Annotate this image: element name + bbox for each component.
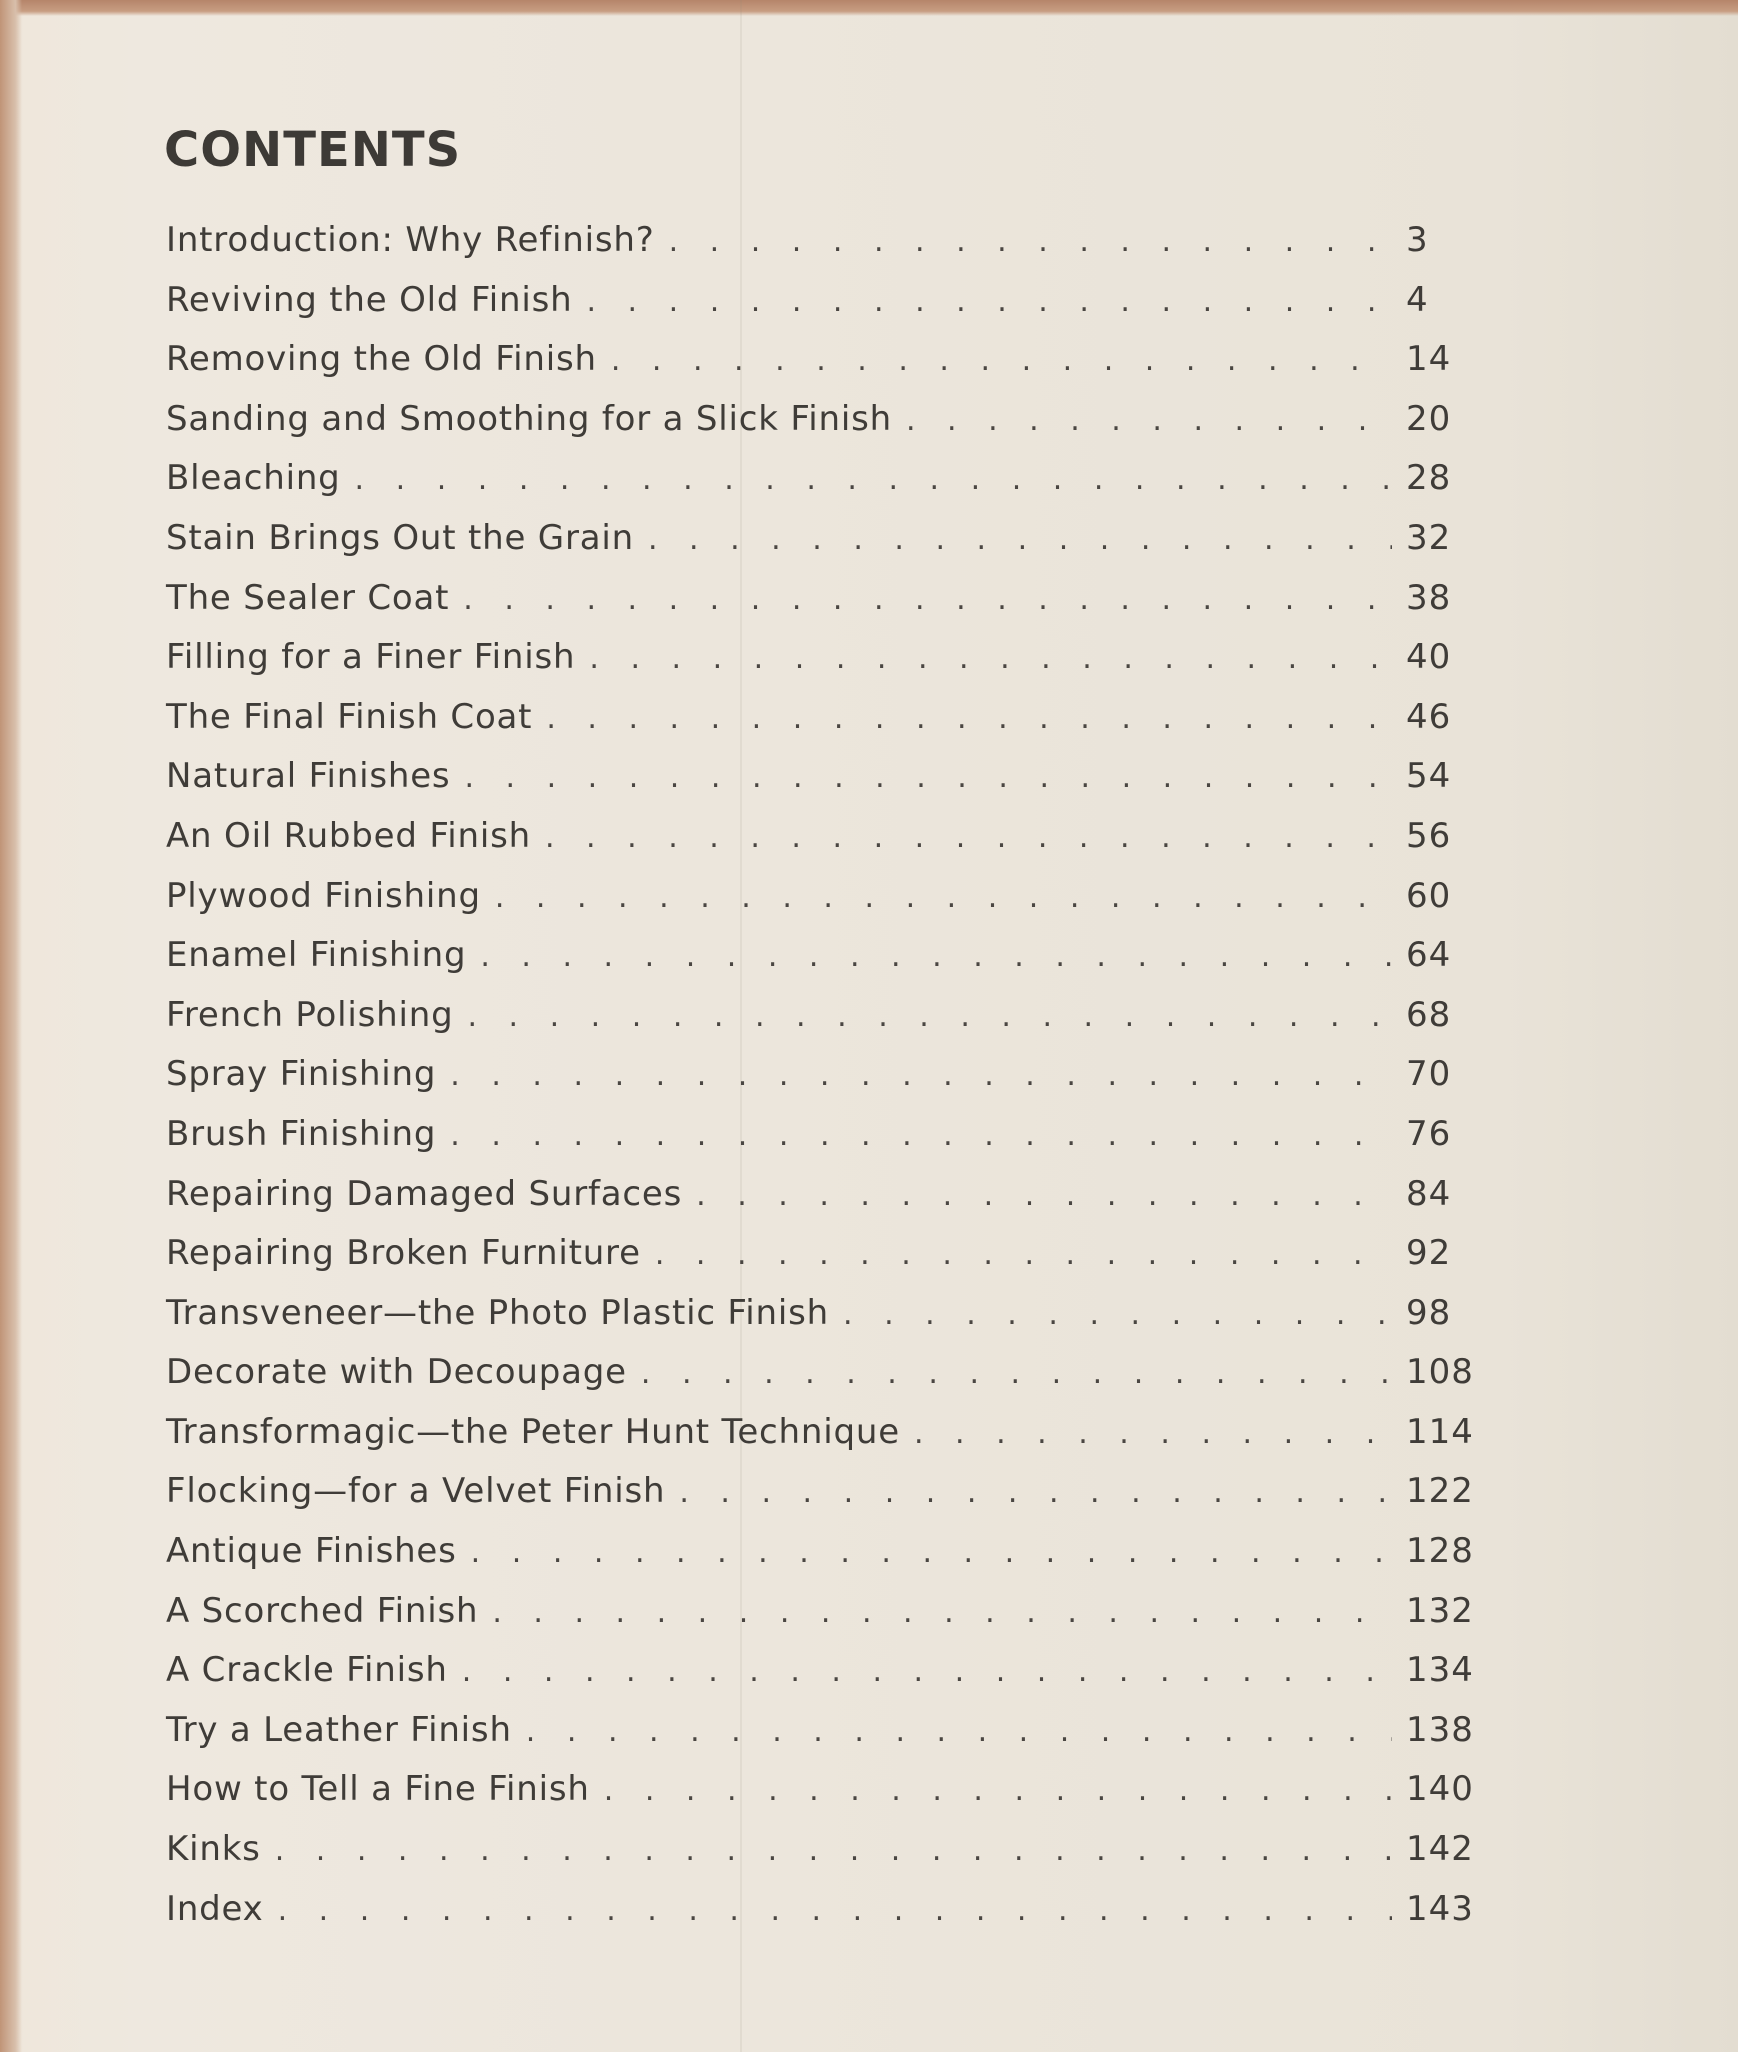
toc-page-number: 32 (1406, 517, 1452, 558)
toc-dot-leader (462, 1654, 1392, 1689)
toc-page-number: 56 (1406, 815, 1452, 856)
toc-entry-title: An Oil Rubbed Finish (166, 815, 531, 856)
toc-entry (166, 876, 1476, 936)
toc-dot-leader (906, 403, 1392, 438)
toc-page-number: 68 (1406, 994, 1452, 1035)
toc-entry-title: French Polishing (166, 994, 454, 1035)
toc-entry (166, 816, 1476, 876)
toc-dot-leader (611, 343, 1392, 378)
toc-entry-title: A Crackle Finish (166, 1650, 448, 1691)
toc-page-number: 14 (1406, 339, 1452, 380)
toc-entry (166, 995, 1476, 1055)
toc-page-number: 138 (1406, 1709, 1474, 1750)
toc-entry (166, 1829, 1476, 1889)
toc-entry (166, 1591, 1476, 1651)
toc-page-number: 64 (1406, 935, 1452, 976)
toc-page-number: 28 (1406, 458, 1452, 499)
toc-entry (166, 518, 1476, 578)
toc-page-number: 46 (1406, 696, 1452, 737)
toc-entry (166, 1650, 1476, 1710)
toc-entry-title: Spray Finishing (166, 1054, 437, 1095)
toc-entry-title: Decorate with Decoupage (166, 1352, 627, 1393)
toc-page-number: 3 (1406, 220, 1429, 260)
toc-dot-leader (275, 1833, 1392, 1868)
cover-left-edge (0, 0, 22, 2052)
toc-entry (166, 1769, 1476, 1829)
toc-dot-leader (450, 1118, 1392, 1153)
toc-entry-title: Antique Finishes (166, 1531, 457, 1572)
toc-dot-leader (589, 641, 1392, 676)
toc-dot-leader (526, 1714, 1392, 1749)
toc-page-number: 38 (1406, 577, 1452, 618)
toc-entry-title: Plywood Finishing (166, 875, 481, 916)
toc-dot-leader (545, 820, 1392, 855)
toc-entry-title: Removing the Old Finish (166, 339, 597, 380)
toc-entry (166, 1352, 1476, 1412)
toc-entry-title: Enamel Finishing (166, 935, 467, 976)
toc-page-number: 114 (1406, 1411, 1474, 1452)
toc-page-number: 54 (1406, 756, 1452, 797)
toc-dot-leader (679, 1475, 1392, 1510)
toc-entry-title: Natural Finishes (166, 756, 451, 797)
toc-entry-title: Try a Leather Finish (166, 1709, 512, 1750)
toc-dot-leader (471, 1535, 1392, 1570)
toc-entry (166, 1889, 1476, 1949)
toc-entry (166, 220, 1476, 280)
toc-page-number: 40 (1406, 637, 1452, 678)
toc-page-number: 134 (1406, 1650, 1474, 1691)
toc-page-number: 122 (1406, 1471, 1474, 1512)
toc-entry (166, 756, 1476, 816)
toc-dot-leader (604, 1773, 1392, 1808)
toc-entry-title: Kinks (166, 1829, 261, 1870)
toc-dot-leader (648, 522, 1392, 557)
toc-dot-leader (278, 1893, 1392, 1928)
toc-entry (166, 1114, 1476, 1174)
toc-dot-leader (655, 1237, 1392, 1272)
toc-entry (166, 578, 1476, 638)
toc-entry (166, 1471, 1476, 1531)
toc-page-number: 70 (1406, 1054, 1452, 1095)
toc-dot-leader (450, 1058, 1392, 1093)
toc-entry-title: Index (166, 1888, 264, 1929)
toc-dot-leader (914, 1416, 1392, 1451)
toc-page-number: 4 (1406, 279, 1429, 320)
toc-page-number: 140 (1406, 1769, 1474, 1810)
toc-entry-title: Flocking—for a Velvet Finish (166, 1471, 666, 1512)
toc-entry-title: Introduction: Why Refinish? (166, 220, 655, 260)
toc-entry (166, 458, 1476, 518)
contents-heading: CONTENTS (164, 122, 462, 178)
toc-dot-leader (467, 999, 1392, 1034)
toc-entry (166, 697, 1476, 757)
toc-page-number: 60 (1406, 875, 1452, 916)
toc-entry (166, 935, 1476, 995)
toc-entry-title: Bleaching (166, 458, 341, 499)
cover-top-edge (0, 0, 1738, 16)
toc-entry-title: How to Tell a Fine Finish (166, 1769, 590, 1810)
toc-dot-leader (669, 224, 1392, 259)
toc-entry-title: Repairing Broken Furniture (166, 1233, 641, 1274)
toc-entry (166, 1054, 1476, 1114)
toc-page-number: 132 (1406, 1590, 1474, 1631)
toc-dot-leader (463, 582, 1392, 617)
toc-page-number: 108 (1406, 1352, 1474, 1393)
toc-entry-title: Stain Brings Out the Grain (166, 517, 634, 558)
toc-page-number: 76 (1406, 1113, 1452, 1154)
toc-page-number: 143 (1406, 1888, 1474, 1929)
toc-page-number: 92 (1406, 1233, 1452, 1274)
toc-entry (166, 339, 1476, 399)
toc-entry-title: Repairing Damaged Surfaces (166, 1173, 683, 1214)
toc-dot-leader (355, 462, 1392, 497)
toc-dot-leader (492, 1595, 1392, 1630)
toc-entry (166, 1174, 1476, 1234)
toc-entry-title: The Final Finish Coat (166, 696, 533, 737)
toc-entry-title: Sanding and Smoothing for a Slick Finish (166, 398, 892, 439)
toc-dot-leader (843, 1297, 1392, 1332)
toc-dot-leader (546, 701, 1392, 736)
toc-entry (166, 1710, 1476, 1770)
toc-page-number: 84 (1406, 1173, 1452, 1214)
toc-entry-title: Transformagic—the Peter Hunt Technique (166, 1411, 900, 1452)
toc-page-number: 142 (1406, 1829, 1474, 1870)
toc-entry (166, 637, 1476, 697)
table-of-contents (166, 220, 1476, 1948)
toc-page-number: 98 (1406, 1292, 1452, 1333)
toc-entry (166, 280, 1476, 340)
toc-entry-title: Transveneer—the Photo Plastic Finish (166, 1292, 830, 1333)
toc-page-number: 128 (1406, 1531, 1474, 1572)
toc-dot-leader (495, 880, 1392, 915)
toc-entry-title: Brush Finishing (166, 1113, 437, 1154)
toc-entry-title: A Scorched Finish (166, 1590, 479, 1631)
toc-entry (166, 1412, 1476, 1472)
toc-page-number: 20 (1406, 398, 1452, 439)
toc-dot-leader (641, 1356, 1392, 1391)
toc-dot-leader (586, 284, 1392, 319)
toc-dot-leader (464, 760, 1392, 795)
toc-entry (166, 1531, 1476, 1591)
toc-entry-title: Filling for a Finer Finish (166, 637, 576, 678)
toc-entry (166, 399, 1476, 459)
toc-entry (166, 1293, 1476, 1353)
toc-entry (166, 1233, 1476, 1293)
toc-dot-leader (480, 939, 1392, 974)
toc-entry-title: Reviving the Old Finish (166, 279, 573, 320)
toc-entry-title: The Sealer Coat (166, 577, 450, 618)
toc-dot-leader (696, 1178, 1392, 1213)
